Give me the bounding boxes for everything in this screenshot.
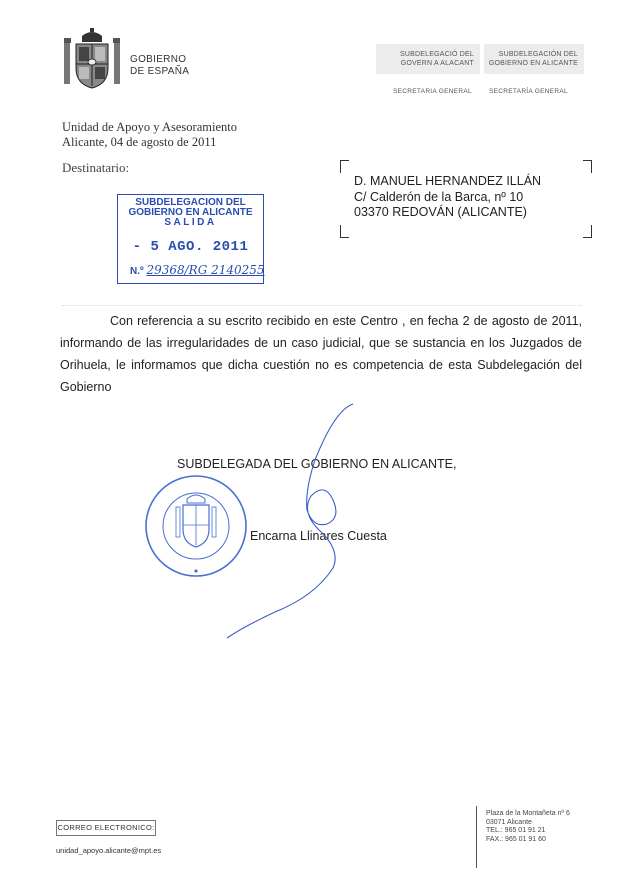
secretaria-label-1: SECRETARIA GENERAL (393, 88, 472, 95)
recipient-address (354, 174, 541, 221)
header-box-spanish (484, 44, 584, 74)
coat-of-arms-icon (64, 28, 120, 90)
address-corner-bottom-left (340, 225, 349, 238)
email-label: CORREO ELECTRONICO: (56, 820, 156, 836)
address-corner-bottom-right (583, 225, 592, 238)
exit-stamp (117, 194, 264, 284)
recipient-label: Destinatario: (62, 160, 130, 175)
footer-address (486, 810, 570, 844)
stamp-line-1: SUBDELEGACION DEL (135, 197, 246, 208)
signatory-title: SUBDELEGADA DEL GOBIERNO EN ALICANTE, (177, 457, 457, 471)
header-box2-line2: GOBIERNO EN ALICANTE (488, 60, 578, 67)
stamp-date: - 5 AGO. 2011 (132, 239, 249, 255)
divider (62, 305, 582, 306)
header-box1-line2: GOVERN A ALACANT (400, 60, 474, 67)
government-logo-text (130, 54, 189, 78)
header-box2-line1: SUBDELEGACIÓN DEL (498, 51, 578, 58)
stamp-number-value: 29368/RG 2140255 (146, 263, 265, 277)
secretaria-label-2: SECRETARÍA GENERAL (489, 88, 568, 95)
stamp-line-3: SALIDA (164, 217, 217, 228)
letter-body: Con referencia a su escrito recibido en este Centro , en fecha 2 de agosto de 2011, informando de las irregularidades de un caso judicial, que se sustancia en los Juzgados de Orihuela, le informamos que dicha cuestión no es competencia de esta Subdelegación del Gobierno (60, 314, 582, 394)
address-corner-top-right (583, 160, 592, 173)
footer-fax: FAX.: 965 01 91 60 (486, 835, 546, 843)
footer-address-line2: 03071 Alicante (486, 818, 532, 826)
org-line-1: GOBIERNO (130, 54, 187, 65)
address-corner-top-left (340, 160, 349, 173)
header-box-valencian (376, 44, 480, 74)
footer-divider (476, 806, 477, 868)
handwritten-signature (215, 400, 375, 640)
footer-tel: TEL.: 965 01 91 21 (486, 827, 546, 835)
signatory-name: Encarna Llinares Cuesta (250, 529, 387, 543)
recipient-street: C/ Calderón de la Barca, nº 10 (354, 189, 524, 204)
email-address[interactable]: unidad_apoyo.alicante@mpt.es (56, 846, 162, 855)
footer-address-line1: Plaza de la Montañeta nº 6 (486, 810, 570, 817)
recipient-name: D. MANUEL HERNANDEZ ILLÁN (354, 174, 542, 188)
sender-unit: Unidad de Apoyo y Asesoramiento (62, 120, 237, 134)
stamp-line-2: GOBIERNO EN ALICANTE (128, 207, 253, 218)
header-box1-line1: SUBDELEGACIÓ DEL (400, 51, 474, 58)
org-line-2: DE ESPAÑA (130, 66, 190, 77)
sender-place-date: Alicante, 04 de agosto de 2011 (62, 135, 217, 149)
sender-block (62, 120, 237, 150)
stamp-number-label: N.º (130, 266, 144, 277)
recipient-city: 03370 REDOVÁN (ALICANTE) (354, 205, 527, 219)
stamp-number (130, 263, 265, 277)
